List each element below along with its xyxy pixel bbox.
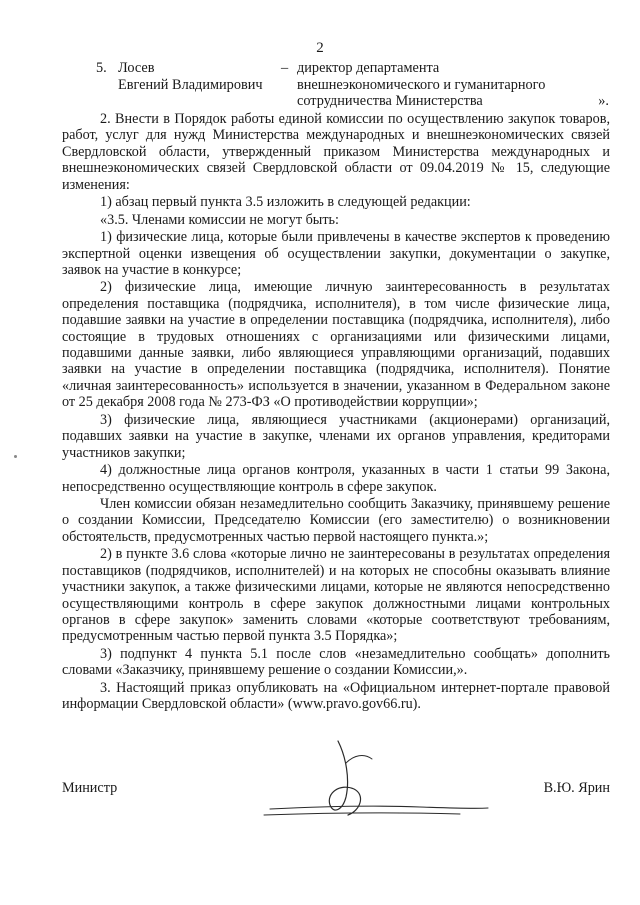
paragraph-list-4: 4) должностные лица органов контроля, указанных в части 1 статьи 99 Закона, непосредственно осуществляющие контроль в сфере закупок. [62, 462, 610, 495]
member-role-line: сотрудничества Министерства [297, 93, 483, 109]
member-number: 5. [96, 60, 107, 76]
paragraph-list-2: 2) физические лица, имеющие личную заинтересованность в результатах определения поставщика (подрядчика, исполнителя), в том числе физические лица, подавшие заявки на участие в определении поставщика (подрядчика, исполнителя), либо состоящие в трудовых отношениях с организациями или физическими лицами, подавшими данные заявки, либо являющиеся управляющими организаций, подавших заявки на участие в определении поставщика (подрядчика, исполнителя). Понятие «личная заинтересованность» используется в значении, указанном в Федеральном законе от 25 декабря 2008 года № 273-ФЗ «О противодействии коррупции»; [62, 279, 610, 411]
member-role-line: внешнеэкономического и гуманитарного [297, 76, 546, 93]
paragraph-subitem-1: 1) абзац первый пункта 3.5 изложить в следующей редакции: [100, 194, 471, 211]
member-role [297, 60, 609, 110]
paragraph-item-3: 3. Настоящий приказ опубликовать на «Официальном интернет-портале правовой информации Свердловской области» (www.pravo.gov66.ru). [62, 679, 610, 713]
member-dash: – [281, 60, 289, 76]
member-role-end: ». [598, 93, 609, 109]
member-given-names: Евгений Владимирович [118, 76, 263, 93]
signatory-name: В.Ю. Ярин [543, 780, 610, 796]
paragraph-item-2: 2. Внести в Порядок работы единой комиссии по осуществлению закупок товаров, работ, услуг для нужд Министерства международных и внешнеэкономических связей Свердловской области, утвержденный приказом Министерства международных и внешнеэкономических связей Свердловской области от 09.04.2019 № 15, следующие изменения: [62, 111, 610, 193]
paragraph-subitem-2: 2) в пункте 3.6 слова «которые лично не заинтересованы в результатах определения поставщиков (подрядчиков, исполнителей) и на которых не способны оказывать влияние участники закупок, а также физическими лицами, которые не являются непосредственно осуществляющими контроль в сфере закупок должностными лицами контрольных органов в сфере закупок» заменить словами «которые соответствуют требованиям, предусмотренным частью первой пункта 3.5 Порядка»; [62, 546, 610, 645]
member-role-line: директор департамента [297, 60, 440, 76]
paragraph-list-3: 3) физические лица, являющиеся участниками (акционерами) организаций, подавших заявки на участие в закупке, членами их органов управления, кредиторами участников закупки; [62, 411, 610, 461]
page-number: 2 [316, 40, 324, 56]
scan-speck [14, 455, 17, 458]
paragraph-subitem-3: 3) подпункт 4 пункта 5.1 после слов «незамедлительно сообщать» дополнить словами «Заказчику, принявшему решение о создании Комиссии,». [62, 645, 610, 679]
member-role-line-last [297, 93, 609, 110]
handwritten-signature [250, 735, 500, 830]
paragraph-member-duty: Член комиссии обязан незамедлительно сообщить Заказчику, принявшему решение о создании Комиссии, Председателю Комиссии (его заместителю) о возникновении обстоятельств, предусмотренных частью первой настоящего пункта.»; [62, 496, 610, 545]
paragraph-quote-3-5: «3.5. Членами комиссии не могут быть: [100, 211, 339, 228]
member-surname: Лосев [118, 60, 155, 76]
signatory-position: Министр [62, 780, 118, 796]
document-body [62, 111, 610, 713]
paragraph-list-1: 1) физические лица, которые были привлечены в качестве экспертов к проведению экспертной оценки извещения об осуществлении закупки, документации о закупке, заявок на участие в конкурсе; [62, 229, 610, 278]
